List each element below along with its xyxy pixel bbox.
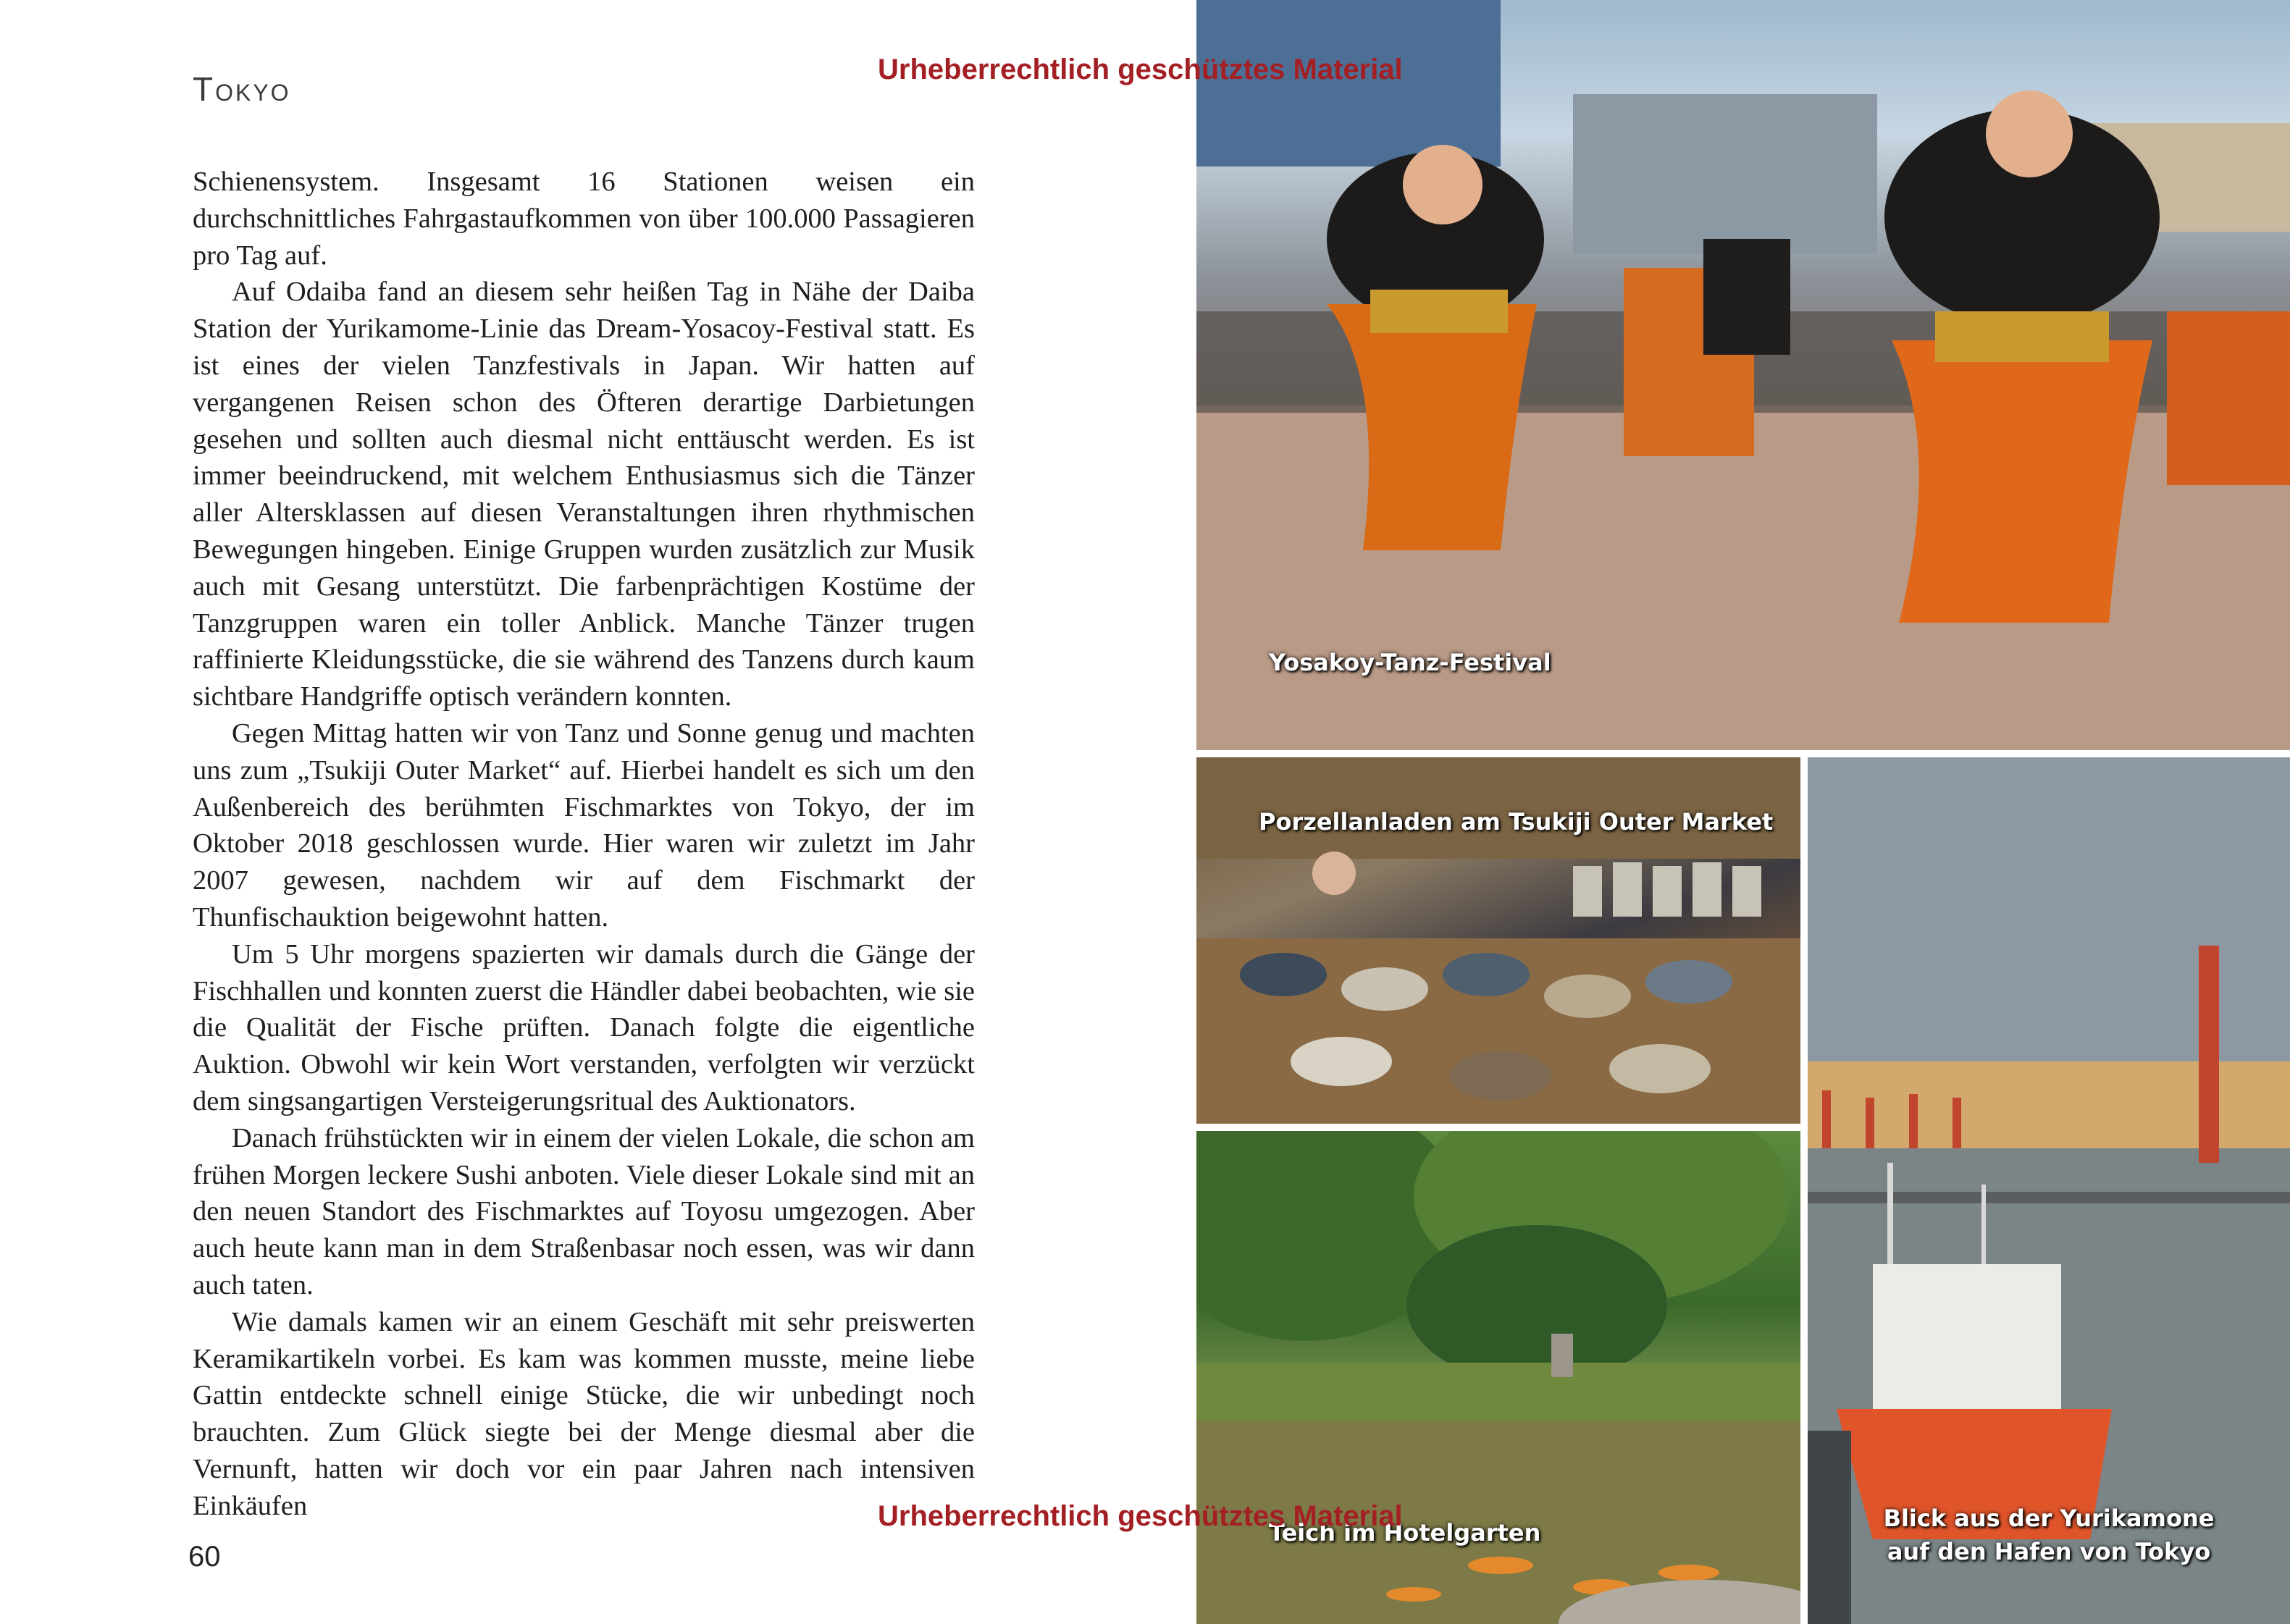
watermark-top: Urheberrechtlich geschütztes Material: [878, 54, 1403, 85]
harbour-caption-line-2: auf den Hafen von Tokyo: [1887, 1538, 2211, 1565]
garden-illustration: [1196, 1131, 1800, 1624]
paragraph-2: Auf Odaiba fand an diesem sehr heißen Tag in Nähe der Daiba Station der Yurikamome-Linie das Dream-Yosacoy-Festival statt. Es ist eines der vielen Tanzfestivals in Japan. Wir hatten auf vergangenen Reisen schon des Öfteren derartige Darbietungen gesehen und sollten auch diesmal nicht enttäuscht werden. Es ist immer beeindruckend, mit welchem Enthusiasmus sich die Tänzer aller Altersklassen auf diesen Veranstaltungen ihren rhythmischen Bewegungen hingeben. Einige Gruppen wurden zusätzlich zur Musik auch mit Gesang unterstützt. Die farbenprächtigen Kostüme der Tanzgruppen waren ein toller Anblick. Manche Tänzer trugen raffinierte Kleidungsstücke, die sie während des Tanzens durch kaum sichtbare Handgriffe optisch verändern konnten.: [193, 277, 975, 712]
porcelain-shop-photo: [1196, 757, 1800, 1124]
pine-tree: [1406, 1225, 1667, 1384]
harbour-photo: [1808, 757, 2290, 1624]
garden-pond-photo: [1196, 1131, 1800, 1624]
body-text: [193, 164, 975, 1524]
lawn: [1196, 1363, 1800, 1421]
running-head: Tokyo: [193, 70, 291, 108]
upper-jars: [1573, 862, 1761, 917]
festival-photo: [1196, 0, 2290, 750]
parking-building: [1573, 94, 1877, 253]
watermark-bottom: Urheberrechtlich geschütztes Material: [878, 1500, 1403, 1532]
shopkeeper: [1312, 851, 1356, 895]
paragraph-6: Wie damals kamen wir an einem Geschäft mit sehr preiswerten Keramikartikeln vorbei. Es kam was kommen musste, meine liebe Gattin entdeckte schnell einige Stücke, die wir unbedingt noch brauchten. Zum Glück siegte bei der Menge diesmal aber die Vernunft, hatten wir doch vor ein paar Jahren nach intensiven Einkäufen: [193, 1306, 975, 1521]
harbour-illustration: [1808, 757, 2290, 1624]
harbour-caption-line-1: Blick aus der Yurikamone: [1883, 1505, 2215, 1532]
pier: [1808, 1192, 2290, 1203]
garden-caption: Teich im Hotelgarten: [1269, 1519, 1541, 1547]
paragraph-5: Danach frühstückten wir in einem der vielen Lokale, die schon am frühen Morgen leckere Sushi anboten. Viele dieser Lokale sind mit an den neuen Standort des Fischmarktes auf Toyosu umgezogen. Aber auch heute kann man in dem Straßenbasar noch essen, was wir dann auch taten.: [193, 1122, 975, 1300]
stone-lantern: [1551, 1334, 1573, 1377]
harbour-caption: [1808, 1502, 2290, 1568]
porcelain-caption: Porzellanladen am Tsukiji Outer Market: [1259, 808, 1774, 836]
festival-illustration: [1196, 0, 2290, 750]
festival-caption: Yosakoy-Tanz-Festival: [1269, 649, 1551, 676]
page-number: 60: [188, 1541, 221, 1573]
paragraph-4: Um 5 Uhr morgens spazierten wir damals durch die Gänge der Fischhallen und konnten zuerst die Händler dabei beobachten, wie sie die Qualität der Fische prüften. Danach folgte die eigentliche Auktion. Obwohl wir kein Wort verstanden, verfolgten wir verzückt dem singsangartigen Versteigerungsritual des Auktionators.: [193, 938, 975, 1116]
paragraph-1: Schienensystem. Insgesamt 16 Stationen weisen ein durchschnittliches Fahrgastaufkommen von über 100.000 Passagieren pro Tag auf.: [193, 167, 975, 271]
paragraph-3: Gegen Mittag hatten wir von Tanz und Sonne genug und machten uns zum „Tsukiji Outer Market“ auf. Hierbei handelt es sich um den Außenbereich des berühmten Fischmarktes von Tokyo, der im Oktober 2018 geschlossen wurde. Hier waren wir zuletzt im Jahr 2007 gewesen, nachdem wir auf dem Fischmarkt der Thunfischauktion beigewohnt hatten.: [193, 718, 975, 933]
